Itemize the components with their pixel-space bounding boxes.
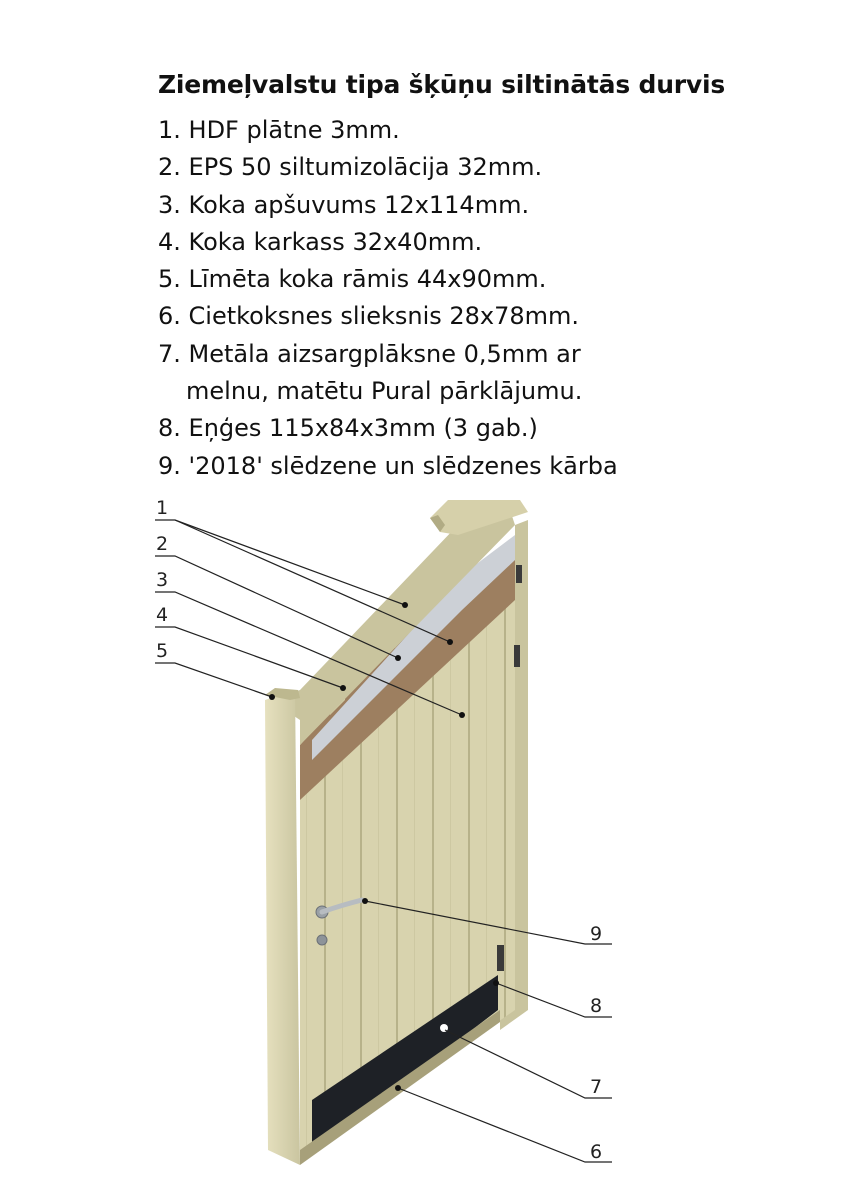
callout-4: 4: [156, 604, 169, 626]
leader-dot-4: [340, 685, 346, 691]
spec-item-4: 4. Koka karkass 32x40mm.: [158, 227, 483, 256]
callout-3: 3: [156, 569, 169, 591]
hinge-top: [516, 565, 522, 583]
hinge-middle: [514, 645, 520, 667]
spec-item-9: 9. '2018' slēdzene un slēdzenes kārba: [158, 451, 618, 480]
spec-item-8: 8. Eņģes 115x84x3mm (3 gab.): [158, 414, 538, 443]
spec-item-3: 3. Koka apšuvums 12x114mm.: [158, 190, 530, 219]
leader-dot-2: [395, 655, 401, 661]
leader-dot-3: [459, 712, 465, 718]
leader-dot-1: [402, 602, 408, 608]
hinge-bottom: [497, 945, 504, 971]
callout-9: 9: [590, 923, 603, 945]
callout-6: 6: [590, 1141, 603, 1163]
leader-dot-5: [269, 694, 275, 700]
diagram-title: Ziemeļvalstu tipa šķūņu siltinātās durvis: [158, 70, 726, 99]
spec-item-7: 7. Metāla aizsargplāksne 0,5mm ar: [158, 339, 581, 368]
leader-dot-8: [493, 980, 499, 986]
callout-7: 7: [590, 1076, 603, 1098]
leader-dot-1b: [447, 639, 453, 645]
spec-item-2: 2. EPS 50 siltumizolācija 32mm.: [158, 153, 543, 182]
callout-5: 5: [156, 640, 169, 662]
callout-1: 1: [156, 497, 169, 519]
leader-dot-9: [362, 898, 368, 904]
door: [265, 500, 528, 1165]
leader-5: [155, 663, 272, 697]
spec-item-1: 1. HDF plātne 3mm.: [158, 116, 400, 144]
leader-6: [398, 1088, 612, 1162]
callout-2: 2: [156, 533, 169, 555]
spec-item-7-continued: melnu, matētu Pural pārklājumu.: [186, 377, 583, 406]
callout-8: 8: [590, 995, 603, 1017]
leader-1: [155, 520, 405, 605]
spec-item-6: 6. Cietkoksnes slieksnis 28x78mm.: [158, 302, 580, 331]
left-frame-stile: [265, 690, 300, 1165]
leader-dot-6: [395, 1085, 401, 1091]
spec-item-5: 5. Līmēta koka rāmis 44x90mm.: [158, 265, 547, 294]
